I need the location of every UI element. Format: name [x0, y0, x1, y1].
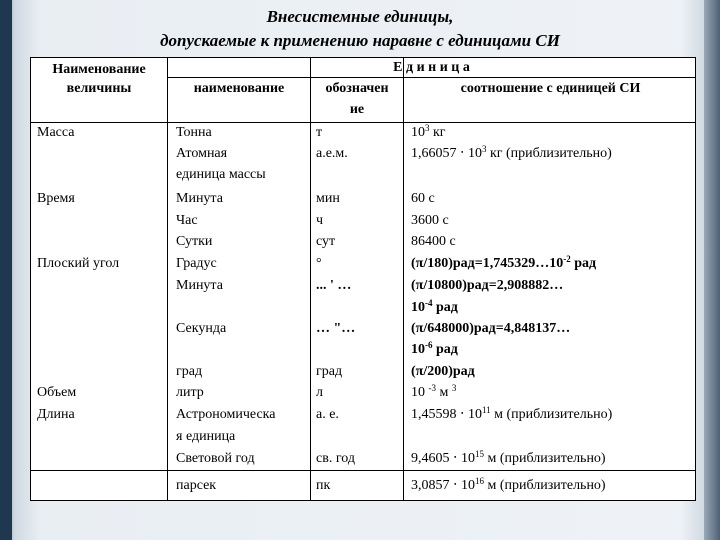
unit-name: Градус	[176, 256, 217, 271]
unit-relation: 86400 с	[411, 234, 456, 249]
header-unit-name: наименование	[193, 81, 285, 96]
unit-name: Минута	[176, 191, 223, 206]
unit-name-cont: я единица	[176, 429, 236, 444]
col-divider-2	[310, 58, 311, 500]
unit-relation: 3600 с	[411, 213, 449, 228]
unit-symbol: а.е.м.	[316, 146, 348, 161]
unit-name: Атомная	[176, 146, 228, 161]
unit-relation: 10 $^{-3}$ м $^3$	[411, 383, 457, 400]
unit-relation-cont: $10^{-6}$ рад	[411, 340, 458, 357]
unit-name: град	[176, 364, 203, 379]
unit-relation: $10^3$ кг	[411, 123, 446, 140]
header-symbol-line1: обозначен	[325, 81, 389, 96]
unit-symbol: … "…	[316, 321, 356, 336]
unit-symbol: град	[316, 364, 343, 379]
quantity-time: Время	[37, 191, 75, 206]
units-table	[30, 57, 696, 501]
unit-relation: (π/200)рад	[411, 364, 475, 379]
unit-symbol: л	[316, 385, 323, 400]
unit-symbol: т	[316, 125, 323, 140]
slide-title-line2: допускаемые к применению наравне с единицами СИ	[160, 31, 560, 50]
unit-symbol: пк	[316, 478, 331, 493]
row-line-parsec	[31, 470, 695, 471]
unit-name: Минута	[176, 278, 223, 293]
header-quantity-line1: Наименование	[52, 62, 146, 77]
col-divider-3	[403, 58, 404, 500]
unit-symbol: а. е.	[316, 407, 339, 422]
col-divider-1	[167, 58, 168, 500]
right-decor-bar	[704, 0, 720, 540]
unit-symbol: сут	[316, 234, 336, 249]
unit-name: Астрономическа	[176, 407, 276, 422]
header-bottom-line	[31, 122, 695, 123]
unit-name: Секунда	[176, 321, 227, 336]
quantity-length: Длина	[37, 407, 75, 422]
unit-relation: (π/10800)рад=2,908882…	[411, 278, 564, 293]
unit-name: парсек	[176, 478, 217, 493]
slide-title-line1: Внесистемные единицы,	[266, 7, 454, 26]
unit-name: Тонна	[176, 125, 212, 140]
header-relation: соотношение с единицей СИ	[460, 81, 641, 96]
quantity-volume: Объем	[37, 385, 77, 400]
unit-symbol: ч	[316, 213, 324, 228]
unit-relation-cont: $10^{-4}$ рад	[411, 298, 458, 315]
unit-symbol: ... ' …	[316, 278, 352, 293]
quantity-plane-angle: Плоский угол	[37, 256, 120, 271]
header-unit-group: Е д и н и ц а	[393, 60, 470, 75]
unit-name: Сутки	[176, 234, 213, 249]
unit-relation: 60 с	[411, 191, 435, 206]
header-symbol-line2: ие	[349, 102, 365, 117]
unit-relation: 1,45598 ‧ $10^{11}$ м (приблизительно)	[411, 405, 613, 422]
unit-name: литр	[176, 385, 204, 400]
unit-relation: 3,0857 ‧ $10^{16}$ м (приблизительно)	[411, 476, 606, 493]
unit-relation: 1,66057 ‧ $10^3$ кг (приблизительно)	[411, 144, 612, 161]
unit-relation: 9,4605 ‧ $10^{15}$ м (приблизительно)	[411, 449, 606, 466]
unit-relation: (π/648000)рад=4,848137…	[411, 321, 571, 336]
unit-symbol: °	[316, 256, 322, 271]
quantity-mass: Масса	[37, 125, 75, 140]
unit-name: Час	[176, 213, 198, 228]
unit-name: Световой год	[176, 451, 255, 466]
left-decor-bar	[0, 0, 12, 540]
unit-relation: $(\pi/180)рад=1,745329\dots 10^{-2}$ рад	[411, 254, 597, 271]
unit-symbol: мин	[316, 191, 340, 206]
header-quantity-line2: величины	[66, 81, 132, 96]
unit-symbol: св. год	[316, 451, 355, 466]
unit-name-cont: единица массы	[176, 167, 266, 182]
